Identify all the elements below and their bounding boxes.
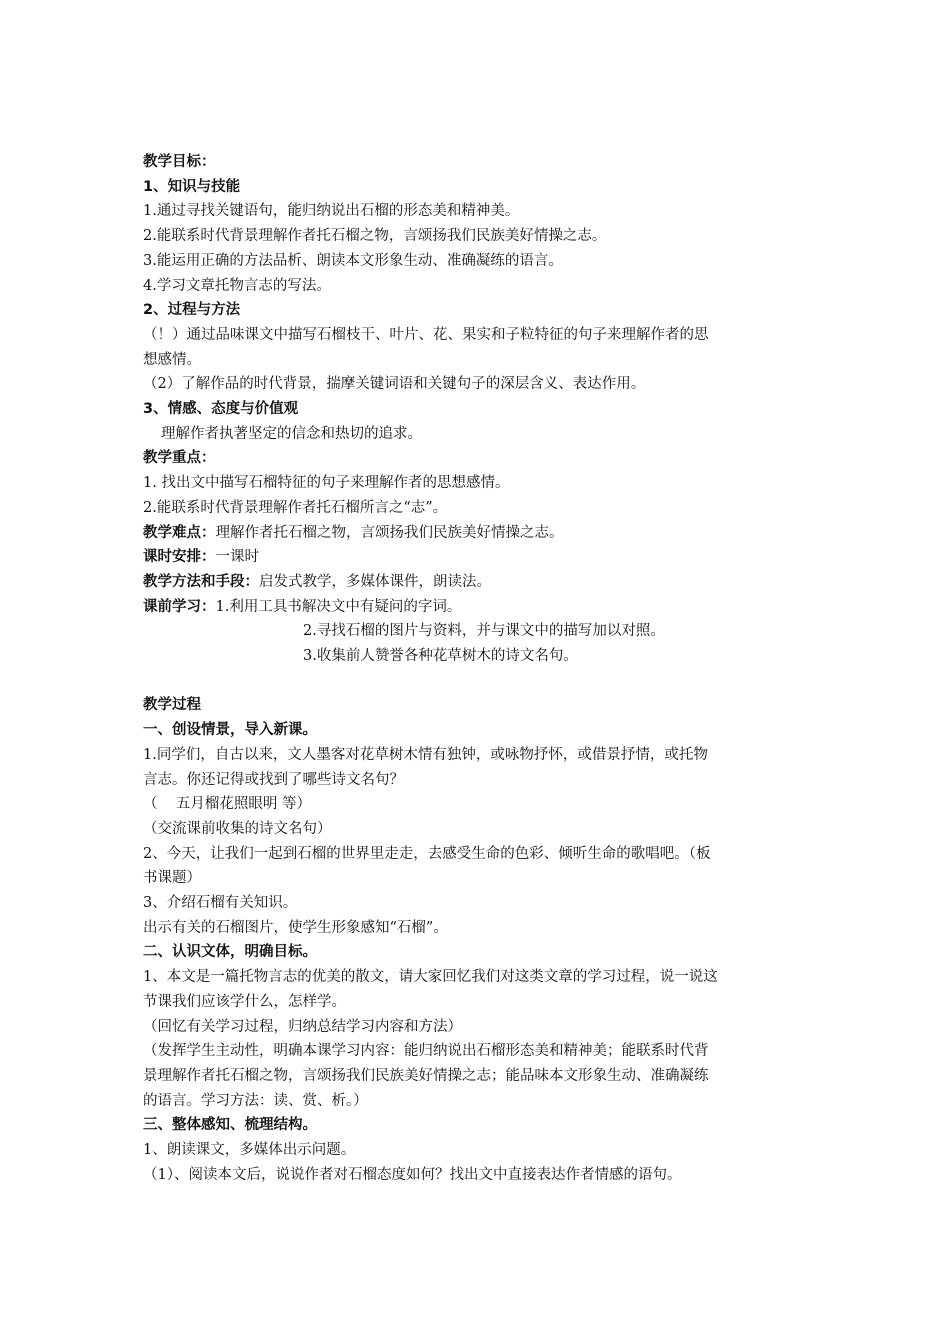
step-1-line: 书课题） xyxy=(143,870,201,887)
objective-3-title: 3、情感、态度与价值观 xyxy=(143,401,299,418)
heading-objectives: 教学目标： xyxy=(143,154,216,170)
key-points-title: 教学重点： xyxy=(143,450,216,467)
schedule-text: 一课时 xyxy=(215,549,259,566)
prestudy-item: 2.寻找石榴的图片与资料，并与课文中的描写加以对照。 xyxy=(303,623,665,640)
step-2-line: 的语言。学习方法：读、赏、析。） xyxy=(143,1092,368,1109)
prestudy-line xyxy=(143,595,813,620)
methods-line xyxy=(143,570,813,595)
step-1-line: 3、介绍石榴有关知识。 xyxy=(143,895,298,912)
schedule-line xyxy=(143,545,813,570)
step-1-line: 言志。你还记得或找到了哪些诗文名句？ xyxy=(143,771,404,788)
methods-label: 教学方法和手段： xyxy=(143,573,259,590)
blank-line xyxy=(143,669,813,694)
difficulty-label: 教学难点： xyxy=(143,524,216,541)
step-2-line: （发挥学生主动性，明确本课学习内容：能归纳说出石榴形态美和精神美；能联系时代背 xyxy=(143,1043,709,1060)
objective-1-item: 4.学习文章托物言志的写法。 xyxy=(143,277,331,294)
objective-1-title: 1、知识与技能 xyxy=(143,178,241,195)
step-1-title: 一、创设情景，导入新课。 xyxy=(143,722,317,739)
difficulty-line xyxy=(143,521,813,546)
step-1-line: 出示有关的石榴图片，使学生形象感知“石榴”。 xyxy=(143,919,448,936)
objective-3-item: 理解作者执著坚定的信念和热切的追求。 xyxy=(161,425,422,442)
document-body xyxy=(143,150,813,1188)
objective-2-item: 想感情。 xyxy=(143,351,201,368)
prestudy-item: 1.利用工具书解决文中有疑问的字词。 xyxy=(215,598,462,615)
objective-2-item: （2）了解作品的时代背景，揣摩关键词语和关键句子的深层含义、表达作用。 xyxy=(143,376,646,393)
prestudy-item: 3.收集前人赞誉各种花草树木的诗文名句。 xyxy=(303,648,578,665)
step-2-title: 二、认识文体，明确目标。 xyxy=(143,944,317,961)
step-1-line: （交流课前收集的诗文名句） xyxy=(143,820,332,837)
step-3-title: 三、整体感知、梳理结构。 xyxy=(143,1117,317,1134)
step-2-line: 1、本文是一篇托物言志的优美的散文，请大家回忆我们对这类文章的学习过程，说一说这 xyxy=(143,969,718,986)
objective-2-title: 2、过程与方法 xyxy=(143,302,241,319)
objective-1-item: 3.能运用正确的方法品析、朗读本文形象生动、准确凝练的语言。 xyxy=(143,252,563,269)
step-1-line: 2、今天，让我们一起到石榴的世界里走走，去感受生命的色彩、倾听生命的歌唱吧。（板 xyxy=(143,845,711,862)
step-2-line: 节课我们应该学什么，怎样学。 xyxy=(143,993,346,1010)
objective-2-item: （！）通过品味课文中描写石榴枝干、叶片、花、果实和子粒特征的句子来理解作者的思 xyxy=(143,326,709,343)
step-1-line: （ 五月榴花照眼明 等） xyxy=(143,796,312,813)
step-1-line: 1.同学们，自古以来，文人墨客对花草树木情有独钟，或咏物抒怀，或借景抒情，或托物 xyxy=(143,746,708,763)
difficulty-text: 理解作者托石榴之物，言颂扬我们民族美好情操之志。 xyxy=(215,524,564,541)
objective-1-item: 1.通过寻找关键语句，能归纳说出石榴的形态美和精神美。 xyxy=(143,203,520,220)
step-2-line: （回忆有关学习过程，归纳总结学习内容和方法） xyxy=(143,1018,462,1035)
key-point-item: 1. 找出文中描写石榴特征的句子来理解作者的思想感情。 xyxy=(143,475,510,492)
schedule-label: 课时安排： xyxy=(143,549,216,566)
step-3-line: （1）、阅读本文后，说说作者对石榴态度如何？找出文中直接表达作者情感的语句。 xyxy=(143,1166,682,1183)
key-point-item: 2.能联系时代背景理解作者托石榴所言之“志”。 xyxy=(143,499,448,516)
step-2-line: 景理解作者托石榴之物，言颂扬我们民族美好情操之志；能品味本文形象生动、准确凝练 xyxy=(143,1068,709,1084)
methods-text: 启发式教学，多媒体课件，朗读法。 xyxy=(259,573,491,590)
step-3-line: 1、朗读课文，多媒体出示问题。 xyxy=(143,1142,356,1159)
prestudy-label: 课前学习： xyxy=(143,598,216,615)
process-title: 教学过程 xyxy=(143,697,201,714)
objective-1-item: 2.能联系时代背景理解作者托石榴之物，言颂扬我们民族美好情操之志。 xyxy=(143,228,607,245)
